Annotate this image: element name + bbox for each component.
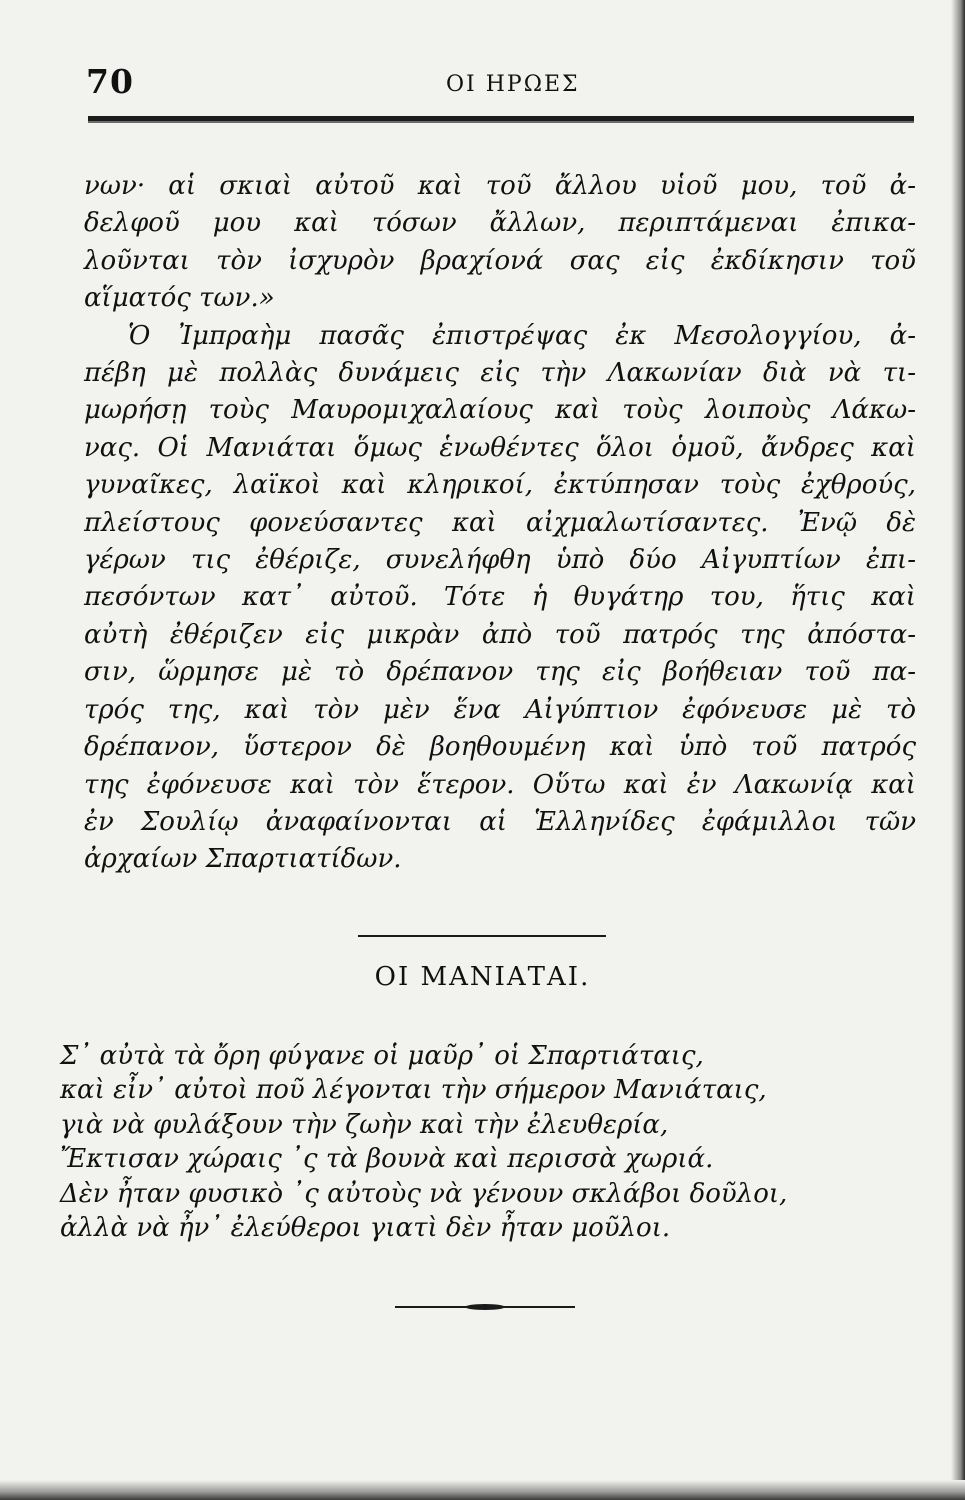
poem-line: Ἔκτισαν χώραις ᾽ς τὰ βουνὰ καὶ περισσὰ χωριά. [60,1144,714,1175]
main-paragraph [84,168,916,879]
text-line: πεσόντων κατ᾽ αὐτοῦ. Τότε ἡ θυγάτηρ του, ἥτις καὶ [84,582,916,613]
poem-line: ἀλλὰ νὰ ἦν᾽ ἐλεύθεροι γιατὶ δὲν ἦταν μοῦλοι. [60,1213,671,1244]
text-line: γέρων τις ἐθέριζε, συνελήφθη ὑπὸ δύο Αἰγυπτίων ἐπι- [84,545,916,576]
text-line: νας. Οἱ Μανιάται ὅμως ἑνωθέντες ὅλοι ὁμοῦ, ἄνδρες καὶ [84,432,916,463]
header-rule [88,116,914,123]
text-line: ἀρχαίων Σπαρτιατίδων. [84,844,402,875]
text-line: Ὁ Ἰμπραὴμ πασᾶς ἐπιστρέψας ἐκ Μεσολογγίου, ἀ- [128,320,916,351]
text-line: αἵματός των.» [84,283,275,314]
text-line: της ἐφόνευσε καὶ τὸν ἕτερον. Οὕτω καὶ ἐν Λακωνίᾳ καὶ [84,769,916,800]
running-title: ΟΙ ΗΡΩΕΣ [446,72,580,97]
page-edge-shadow [0,1480,965,1500]
poem-line: καὶ εἶν᾽ αὐτοὶ ποῦ λέγονται τὴν σήμερον Μανιάταις, [60,1075,767,1106]
text-line: πέβη μὲ πολλὰς δυνάμεις εἰς τὴν Λακωνίαν διὰ νὰ τι- [84,358,916,389]
poem-line: γιὰ νὰ φυλάξουν τὴν ζωὴν καὶ τὴν ἐλευθερία, [60,1109,669,1140]
text-line: σιν, ὥρμησε μὲ τὸ δρέπανον της εἰς βοήθειαν τοῦ πα- [84,657,916,688]
section-title: ΟΙ ΜΑΝΙΑΤΑΙ. [374,962,591,992]
text-line: γυναῖκες, λαϊκοὶ καὶ κληρικοί, ἐκτύπησαν τοὺς ἐχθρούς, [84,470,916,501]
text-line: τρός της, καὶ τὸν μὲν ἕνα Αἰγύπτιον ἐφόνευσε μὲ τὸ [84,694,916,725]
text-line: δρέπανον, ὕστερον δὲ βοηθουμένη καὶ ὑπὸ τοῦ πατρός [84,732,916,763]
running-head [86,62,916,106]
text-line: νων· αἱ σκιαὶ αὐτοῦ καὶ τοῦ ἄλλου υἱοῦ μου, τοῦ ἀ- [84,171,916,201]
end-ornament [395,1306,575,1308]
text-line: ἐν Σουλίῳ ἀναφαίνονται αἱ Ἑλληνίδες ἐφάμιλλοι τῶν [84,806,916,837]
poem [60,1039,920,1245]
page-edge-shadow [951,0,965,1500]
text-line: δελφοῦ μου καὶ τόσων ἄλλων, περιπτάμεναι ἐπικα- [84,208,916,239]
page-number: 70 [86,62,134,101]
poem-line: Δὲν ἦταν φυσικὸ ᾽ς αὐτοὺς νὰ γένουν σκλάβοι δοῦλοι, [60,1178,788,1209]
text-line: αὐτὴ ἐθέριζεν εἰς μικρὰν ἀπὸ τοῦ πατρός της ἀπόστα- [84,619,916,650]
text-line: μωρήσῃ τοὺς Μαυρομιχαλαίους καὶ τοὺς λοιποὺς Λάκω- [84,395,916,426]
text-line: πλείστους φονεύσαντες καὶ αἰχμαλωτίσαντες. Ἐνῷ δὲ [84,507,916,538]
poem-line: Σ᾽ αὐτὰ τὰ ὄρη φύγανε οἱ μαῦρ᾽ οἱ Σπαρτιάταις, [60,1041,704,1071]
section-divider [358,935,606,937]
text-line: λοῦνται τὸν ἰσχυρὸν βραχίονά σας εἰς ἐκδίκησιν τοῦ [84,245,916,276]
